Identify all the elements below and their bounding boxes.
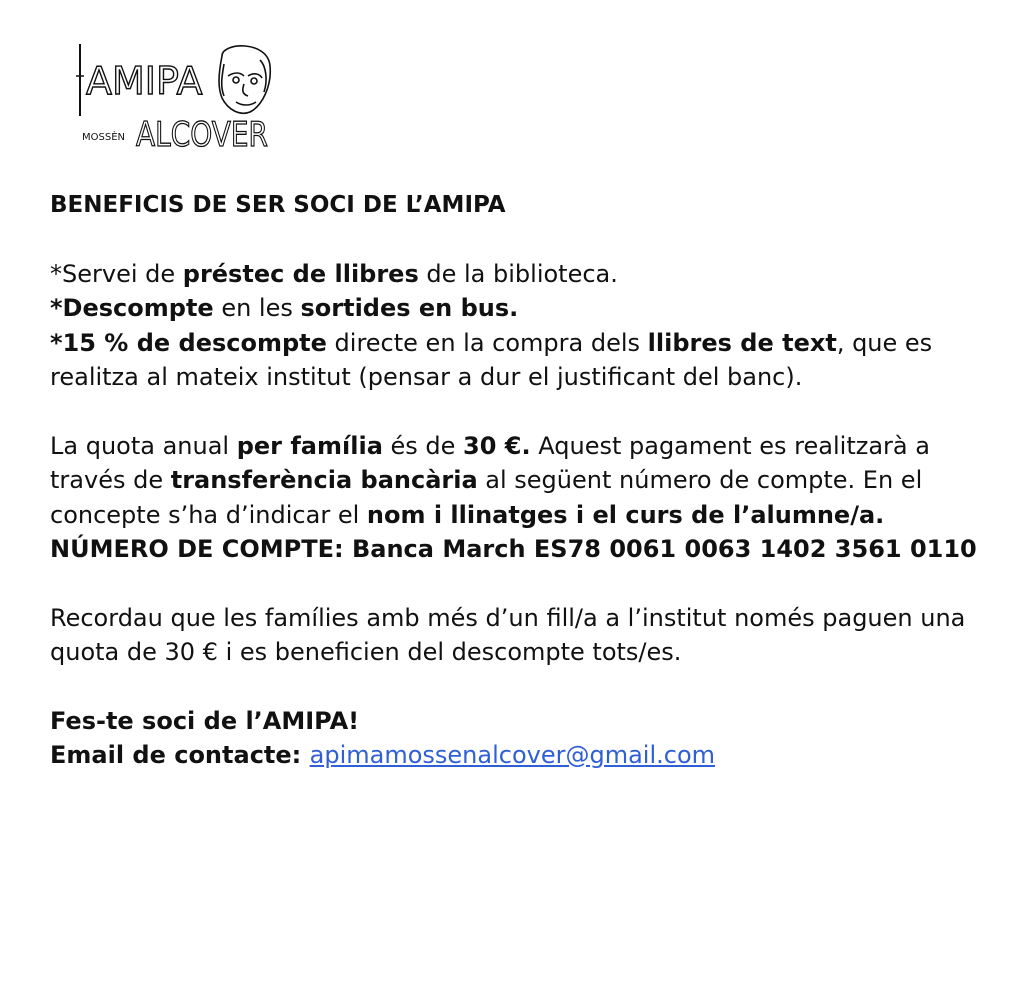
document-body [50, 188, 990, 773]
benefit-library-tail: de la biblioteca. [418, 259, 618, 288]
fee-text-3: Aquest pagament es realitzarà a través de [50, 431, 930, 494]
benefit-bus-text: en les [213, 294, 301, 322]
benefit-library-text: *Servei de [50, 259, 183, 288]
benefit-textbooks [50, 326, 990, 395]
benefit-bus-bold: *Descompte [50, 294, 214, 322]
benefit-textbooks-text: directe en la compra dels [326, 328, 648, 357]
contact-line [50, 738, 990, 773]
fee-bold-3: transferència bancària [170, 466, 478, 494]
logo-mossen-text: MOSSÈN [82, 132, 125, 143]
email-link[interactable]: apimamossenalcover@gmail.com [309, 741, 715, 769]
fee-text-4: al següent número de compte. En el concepte s’ha d’indicar el [50, 466, 923, 529]
fee-amount: 30 €. [463, 431, 531, 460]
page-title: BENEFICIS DE SER SOCI DE L’AMIPA [50, 192, 506, 218]
benefit-bus-bold-2: sortides en bus. [300, 294, 519, 322]
benefit-textbooks-tail: , que es realitza al mateix institut (pensar a dur el justificant del banc). [50, 328, 933, 391]
join-call [50, 704, 990, 739]
fee-bold-1: per família [236, 431, 383, 460]
account-number-text: NÚMERO DE COMPTE: Banca March ES78 0061 0063 1402 3561 0110 [50, 535, 977, 563]
fee-paragraph [50, 429, 990, 533]
email-label: Email de contacte: [50, 741, 310, 769]
logo-amipa-text: AMIPA [86, 59, 203, 103]
amipa-logo [72, 36, 272, 155]
benefit-library-bold: préstec de llibres [182, 259, 419, 288]
reminder-paragraph: Recordau que les famílies amb més d’un fill/a a l’institut només paguen una quota de 30 € i es beneficien del descompte tots/es. [50, 603, 966, 666]
logo-alcover-text: ALCOVER [136, 115, 268, 155]
fee-text-2: és de [382, 431, 464, 460]
benefit-textbooks-bold-2: llibres de text [647, 328, 837, 357]
benefit-bus [50, 291, 990, 326]
fee-text-1: La quota anual [50, 431, 237, 460]
portrait-sketch [219, 46, 270, 113]
benefit-library [50, 257, 990, 292]
fee-bold-4: nom i llinatges i el curs de l’alumne/a. [366, 500, 885, 529]
benefit-textbooks-bold: *15 % de descompte [50, 328, 327, 357]
join-text: Fes-te soci de l’AMIPA! [50, 706, 360, 735]
logo-drawing [72, 36, 272, 155]
account-number [50, 532, 990, 567]
